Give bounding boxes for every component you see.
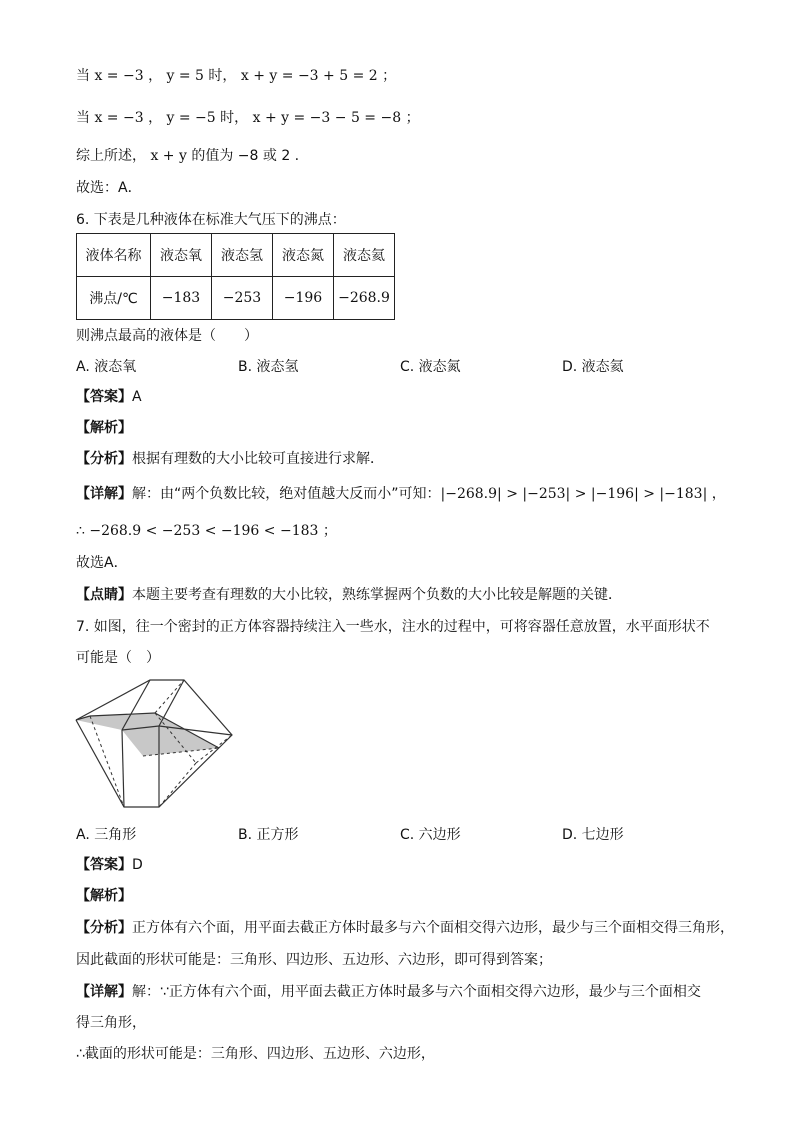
q6-option-a: A. 液态氧 bbox=[76, 359, 137, 375]
q7-option-a: A. 三角形 bbox=[76, 827, 137, 843]
table-cell: 液体名称 bbox=[77, 234, 151, 277]
answer-value: D bbox=[132, 857, 143, 873]
fenxi-text: 根据有理数的大小比较可直接进行求解． bbox=[132, 451, 384, 467]
q7-fenxi-line-2: 因此截面的形状可能是：三角形、四边形、五边形、六边形，即可得到答案； bbox=[76, 952, 552, 968]
xiangjie-text: 解：由“两个负数比较，绝对值越大反而小”可知： bbox=[132, 486, 441, 502]
solution-line-1 bbox=[76, 66, 396, 86]
table-cell: −268.9 bbox=[334, 277, 395, 320]
answer-tag: 【答案】 bbox=[76, 389, 132, 405]
table-cell: −196 bbox=[273, 277, 334, 320]
text: 综上所述， bbox=[76, 148, 151, 164]
fenxi-text: 正方体有六个面，用平面去截正方体时最多与六个面相交得六边形，最少与三个面相交得三角形， bbox=[132, 920, 734, 936]
math-expression: x + y bbox=[150, 148, 187, 164]
xiangjie-math: |−268.9| > |−253| > |−196| > |−183| ， bbox=[440, 486, 726, 502]
q7-xiangjie-line-2: 得三角形， bbox=[76, 1015, 146, 1031]
q7-option-d: D. 七边形 bbox=[562, 827, 624, 843]
table-cell: −253 bbox=[212, 277, 273, 320]
q7-option-b: B. 正方形 bbox=[238, 827, 299, 843]
fenxi-tag: 【分析】 bbox=[76, 451, 132, 467]
table-cell: −183 bbox=[151, 277, 212, 320]
q7-analysis-tag: 【解析】 bbox=[76, 888, 132, 904]
text: 时， bbox=[215, 110, 253, 126]
solution-line-3 bbox=[76, 146, 299, 166]
dianjing-tag: 【点睛】 bbox=[76, 587, 132, 603]
table-cell: 液态氧 bbox=[151, 234, 212, 277]
q7-stem-line-2: 可能是（ ） bbox=[76, 650, 160, 666]
dianjing-text: 本题主要考查有理数的大小比较，熟练掌握两个负数的大小比较是解题的关键． bbox=[132, 587, 622, 603]
q7-answer bbox=[76, 855, 143, 875]
table-header-row bbox=[77, 234, 395, 277]
table-cell: 沸点/℃ bbox=[77, 277, 151, 320]
q6-analysis-tag: 【解析】 bbox=[76, 420, 132, 436]
boiling-point-table bbox=[76, 233, 395, 320]
text: 当 bbox=[76, 68, 95, 84]
answer-tag: 【答案】 bbox=[76, 857, 132, 873]
table-cell: 液态氮 bbox=[273, 234, 334, 277]
table-row bbox=[77, 277, 395, 320]
q7-therefore: ∴截面的形状可能是：三角形、四边形、五边形、六边形， bbox=[76, 1046, 435, 1062]
solution-line-2 bbox=[76, 108, 420, 128]
math-expression: x + y = −3 − 5 = −8 ； bbox=[252, 110, 420, 126]
q6-xiangjie bbox=[76, 484, 726, 504]
cube-figure bbox=[74, 676, 239, 812]
q6-option-d: D. 液态氦 bbox=[562, 359, 624, 375]
text: 当 bbox=[76, 110, 95, 126]
answer-value: A bbox=[132, 389, 142, 405]
q6-question: 则沸点最高的液体是（ ） bbox=[76, 328, 258, 344]
q6-option-c: C. 液态氮 bbox=[400, 359, 461, 375]
xiangjie-tag: 【详解】 bbox=[76, 984, 132, 1000]
text: 的值为 −8 或 2 . bbox=[186, 148, 300, 164]
q6-fenxi bbox=[76, 449, 384, 469]
xiangjie-text: 解：∵正方体有六个面，用平面去截正方体时最多与六个面相交得六边形，最少与三个面相交 bbox=[132, 984, 701, 1000]
water-surface bbox=[76, 713, 219, 756]
table-cell: 液态氢 bbox=[212, 234, 273, 277]
text: 时， bbox=[203, 68, 241, 84]
q7-fenxi-line-1 bbox=[76, 918, 734, 938]
q6-therefore: ∴ −268.9 < −253 < −196 < −183 ； bbox=[76, 523, 337, 539]
q7-xiangjie-line-1 bbox=[76, 982, 701, 1002]
math-condition: x = −3 ， y = 5 bbox=[94, 68, 204, 84]
q6-answer bbox=[76, 387, 142, 407]
q7-option-c: C. 六边形 bbox=[400, 827, 461, 843]
q6-choose: 故选A． bbox=[76, 555, 128, 571]
q7-stem-line-1: 7. 如图，往一个密封的正方体容器持续注入一些水，注水的过程中，可将容器任意放置，水平面形状不 bbox=[76, 619, 710, 635]
table-cell: 液态氦 bbox=[334, 234, 395, 277]
solution-choice: 故选：A． bbox=[76, 180, 142, 196]
q6-stem: 6. 下表是几种液体在标准大气压下的沸点： bbox=[76, 212, 346, 228]
math-condition: x = −3 ， y = −5 bbox=[94, 110, 216, 126]
xiangjie-tag: 【详解】 bbox=[76, 486, 132, 502]
math-expression: x + y = −3 + 5 = 2 ； bbox=[240, 68, 397, 84]
fenxi-tag: 【分析】 bbox=[76, 920, 132, 936]
q6-option-b: B. 液态氢 bbox=[238, 359, 299, 375]
q6-dianjing bbox=[76, 585, 622, 605]
